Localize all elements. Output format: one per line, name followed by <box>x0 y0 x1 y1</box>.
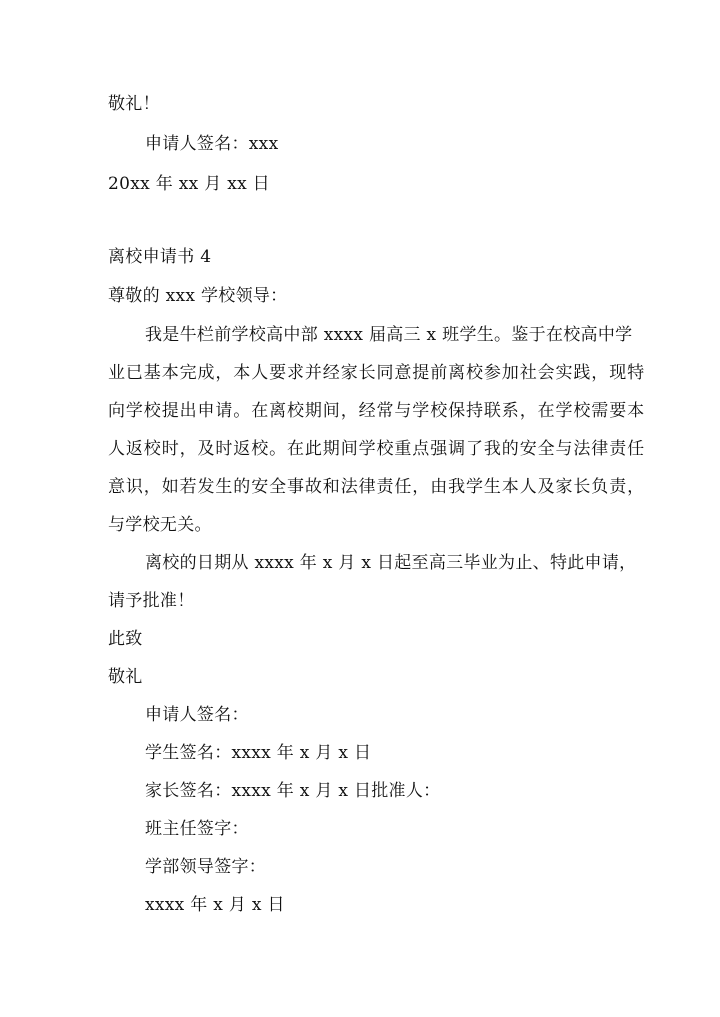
letter-title: 离校申请书 4 <box>108 247 212 267</box>
body-line: 我是牛栏前学校高中部 xxxx 届高三 x 班学生。鉴于在校高中学 <box>145 325 633 345</box>
signature-line: 班主任签字： <box>145 819 249 839</box>
closing-text: 此致 <box>108 629 143 649</box>
body-line: 人返校时，及时返校。在此期间学校重点强调了我的安全与法律责任 <box>108 439 645 459</box>
salute-text: 敬礼！ <box>108 94 160 114</box>
date-text: 20xx 年 xx 月 xx 日 <box>108 174 270 194</box>
signature-line: 申请人签名： <box>145 705 249 725</box>
signature-line: xxxx 年 x 月 x 日 <box>145 895 285 915</box>
signature-line: 家长签名：xxxx 年 x 月 x 日批准人： <box>145 781 441 801</box>
signature-text: 申请人签名：xxx <box>145 134 279 154</box>
date-line: 请予批准！ <box>108 591 195 611</box>
body-line: 与学校无关。 <box>108 515 212 535</box>
date-line: 离校的日期从 xxxx 年 x 月 x 日起至高三毕业为止、特此申请， <box>145 553 637 573</box>
closing-text: 敬礼 <box>108 667 143 687</box>
body-line: 业已基本完成，本人要求并经家长同意提前离校参加社会实践，现特 <box>108 363 645 383</box>
body-line: 向学校提出申请。在离校期间，经常与学校保持联系，在学校需要本 <box>108 401 645 421</box>
body-line: 意识，如若发生的安全事故和法律责任，由我学生本人及家长负责， <box>108 477 645 497</box>
letter-greeting: 尊敬的 xxx 学校领导： <box>108 286 288 306</box>
signature-line: 学部领导签字： <box>145 857 267 877</box>
signature-line: 学生签名：xxxx 年 x 月 x 日 <box>145 743 372 763</box>
